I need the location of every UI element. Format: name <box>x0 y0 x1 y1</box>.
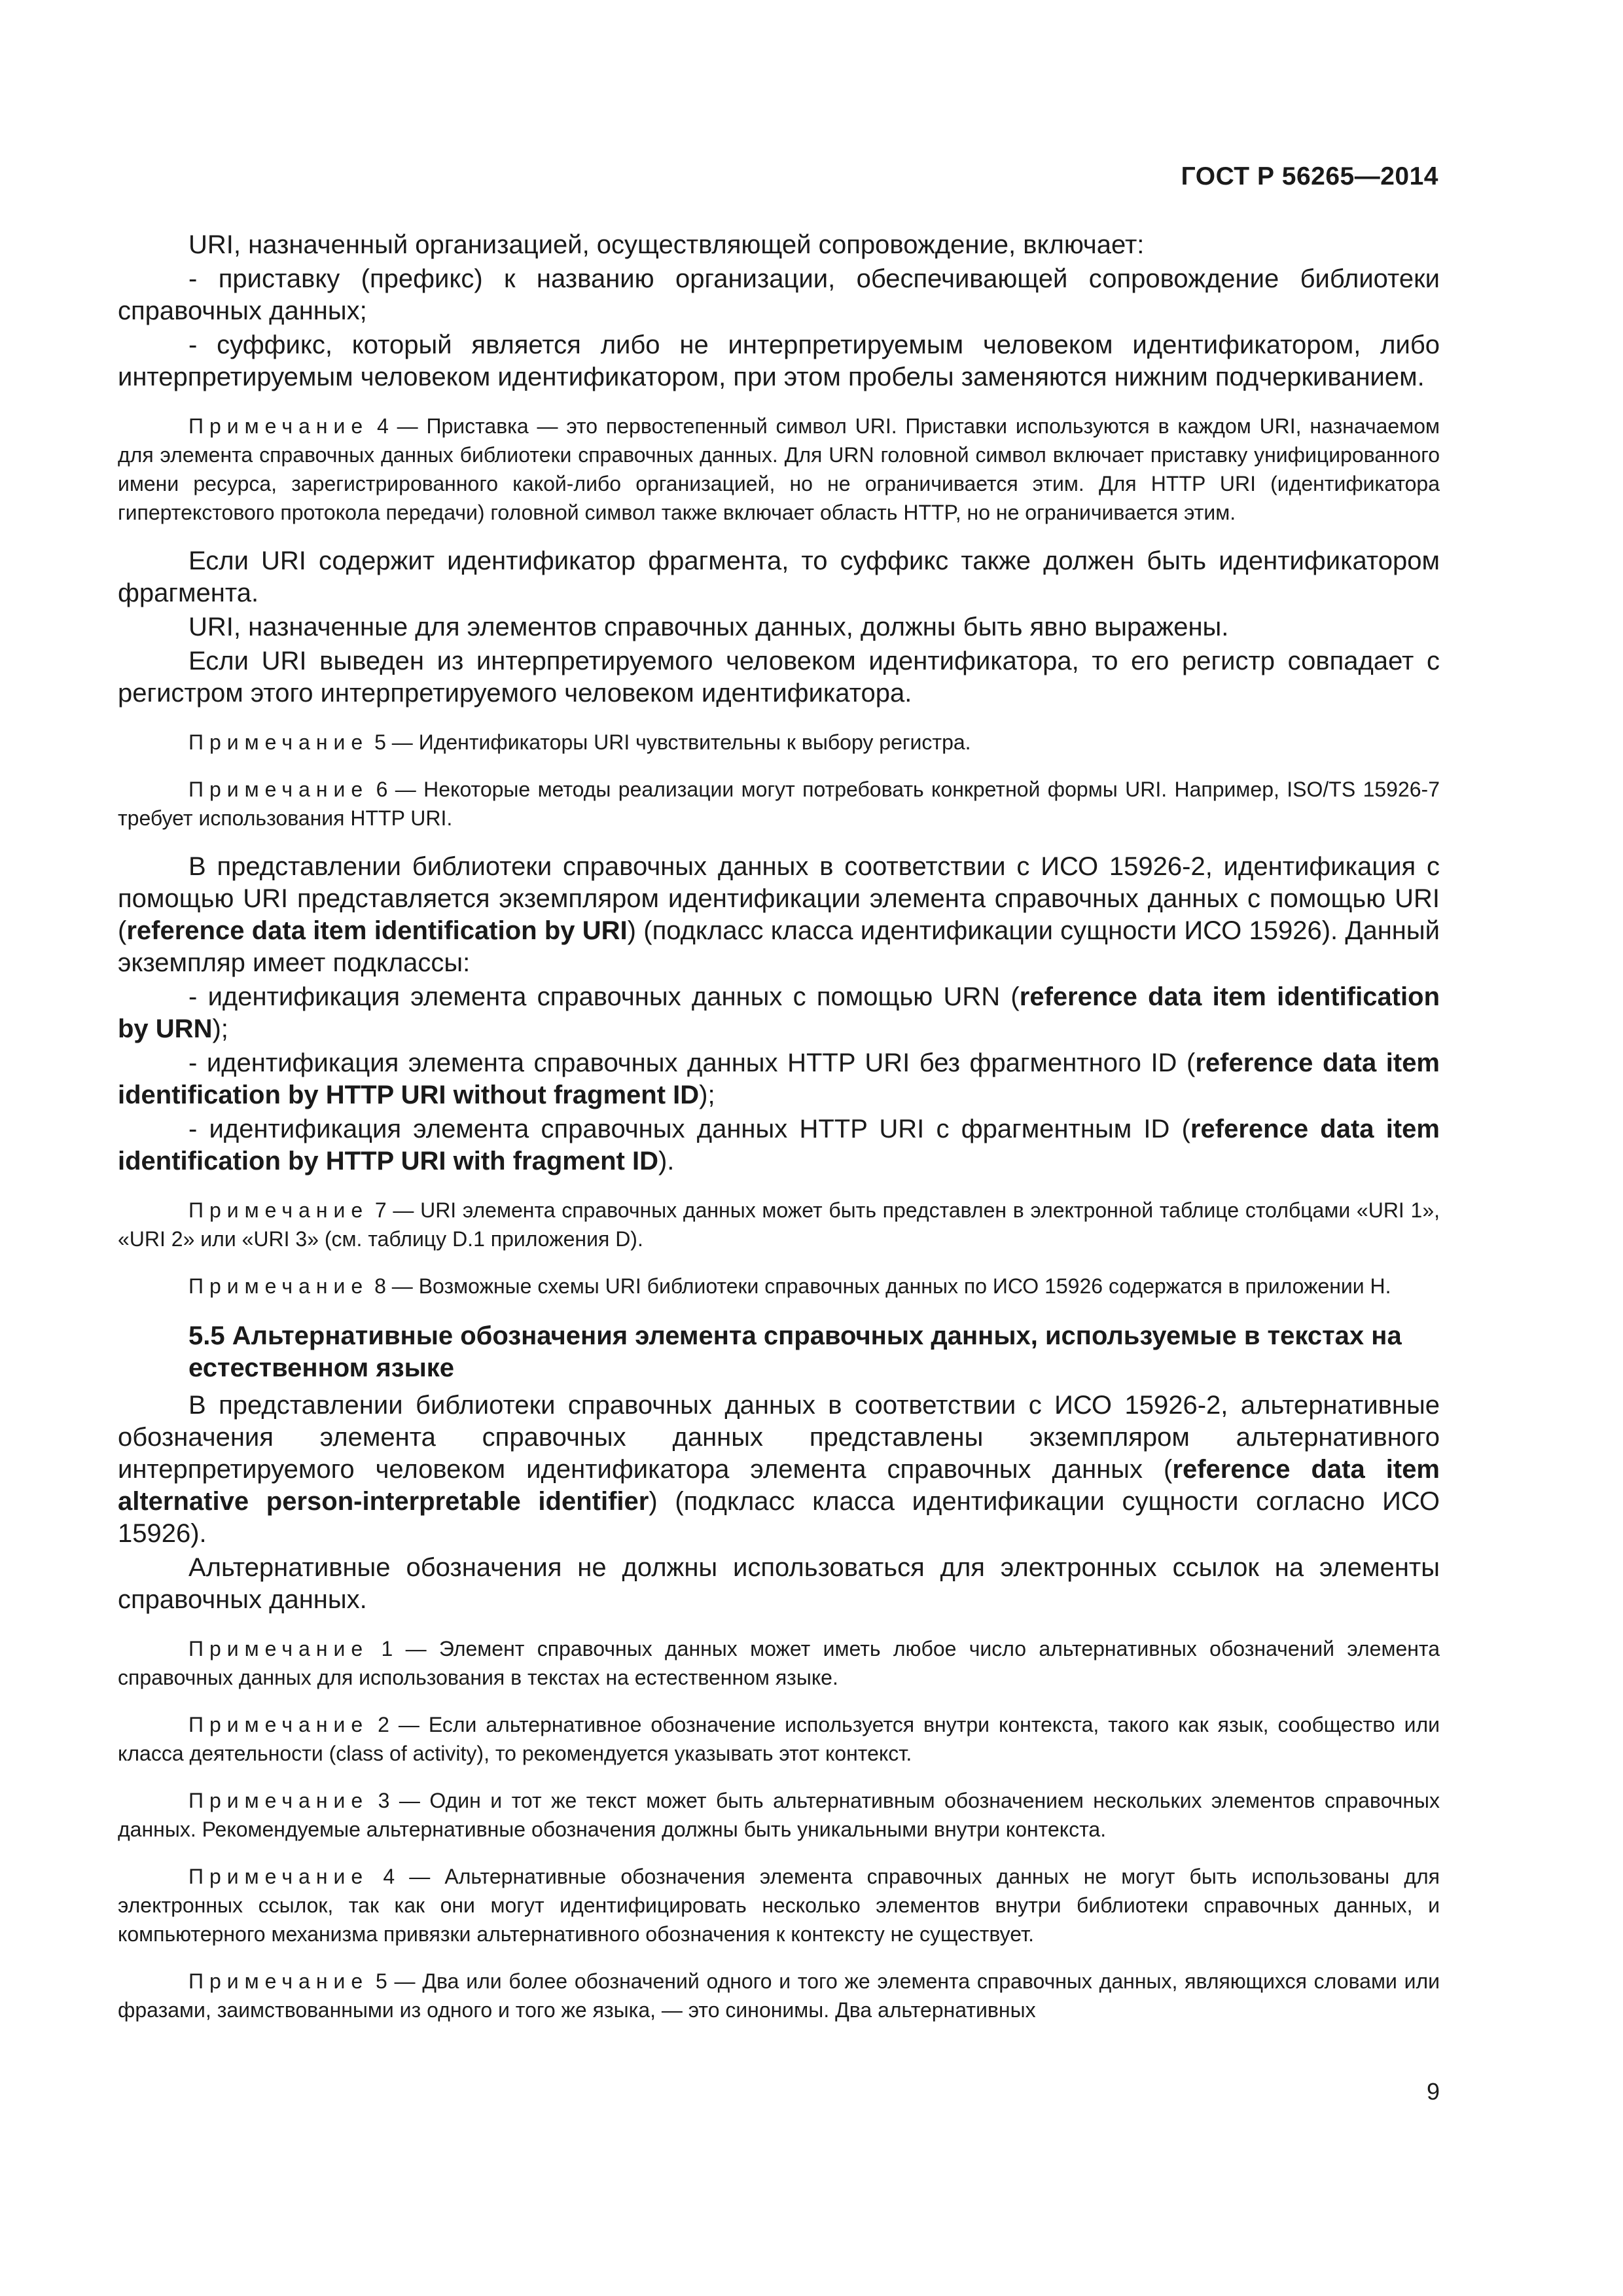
section-heading: 5.5 Альтернативные обозначения элемента справочных данных, используемые в текстах на естественном языке <box>188 1321 1402 1382</box>
list-item: - приставку (префикс) к названию организации, обеспечивающей сопровождение библиотеки справочных данных; <box>118 264 1440 325</box>
text-run: ) (подкласс класса идентификации сущности согласно ИСО 15926). <box>118 1487 1440 1548</box>
note <box>118 1967 1440 2024</box>
note-label: Примечание <box>188 1865 369 1888</box>
text-run: ). <box>658 1147 675 1175</box>
note-label: Примечание <box>188 1274 369 1298</box>
note-text: 8 — Возможные схемы URI библиотеки справочных данных по ИСО 15926 содержатся в приложении H. <box>368 1274 1391 1298</box>
note-text: 1 — Элемент справочных данных может иметь любое число альтернативных обозначений элемента справочных данных для использования в текстах на естественном языке. <box>118 1637 1440 1689</box>
bold-term: reference data item identification by URI <box>126 916 628 945</box>
paragraph <box>118 1390 1440 1550</box>
bold-term: reference data item identification by URN <box>118 982 1440 1043</box>
page-body <box>118 229 1440 2043</box>
note <box>118 775 1440 833</box>
paragraph: URI, назначенный организацией, осуществляющей сопровождение, включает: <box>188 230 1145 259</box>
note-label: Примечание <box>188 1789 369 1812</box>
note-text: 2 — Если альтернативное обозначение используется внутри контекста, такого как язык, сообщество или класса деятельности (class of activity), то рекомендуется указывать этот контекст. <box>118 1713 1440 1765</box>
note-text: 6 — Некоторые методы реализации могут потребовать конкретной формы URI. Например, ISO/TS 15926-7 требует использования HTTP URI. <box>118 778 1440 830</box>
list-item: - суффикс, который является либо не интерпретируемым человеком идентификатором, либо интерпретируемым человеком идентификатором, при этом пробелы заменяются нижним подчеркиванием. <box>118 331 1440 391</box>
paragraph <box>118 851 1440 979</box>
list-item <box>118 1047 1440 1111</box>
note-text: 3 — Один и тот же текст может быть альтернативным обозначением нескольких элементов справочных данных. Рекомендуемые альтернативные обозначения должны быть уникальными внутри контекста. <box>118 1789 1440 1841</box>
bold-term: reference data item alternative person-interpretable identifier <box>118 1455 1440 1516</box>
list-item <box>118 1113 1440 1177</box>
text-run: ) (подкласс класса идентификации сущности ИСО 15926). Данный экземпляр имеет подклассы: <box>118 916 1440 977</box>
document-id-header: ГОСТ Р 56265—2014 <box>1181 162 1438 190</box>
bold-term: reference data item identification by HTTP URI without fragment ID <box>118 1049 1440 1109</box>
text-run: - идентификация элемента справочных данных с помощью URN ( <box>188 982 1020 1011</box>
note <box>118 1272 1440 1300</box>
bold-term: reference data item identification by HTTP URI with fragment ID <box>118 1115 1440 1175</box>
list-item <box>118 981 1440 1045</box>
note-label: Примечание <box>188 414 369 438</box>
note-label: Примечание <box>188 1713 369 1736</box>
note <box>118 412 1440 527</box>
text-run: ); <box>212 1014 228 1043</box>
note <box>118 1196 1440 1253</box>
note-text: 7 — URI элемента справочных данных может быть представлен в электронной таблице столбцами «URI 1», «URI 2» или «URI 3» (см. таблицу D.1 приложения D). <box>118 1198 1440 1251</box>
text-run: В представлении библиотеки справочных данных в соответствии с ИСО 15926-2, альтернативные обозначения элемента справочных данных представлены экземпляром альтернативного интерпретируемого человеком идентификатора элемента справочных данных ( <box>118 1391 1440 1484</box>
note <box>118 1634 1440 1692</box>
paragraph: Альтернативные обозначения не должны использоваться для электронных ссылок на элементы справочных данных. <box>118 1553 1440 1614</box>
note <box>118 1862 1440 1948</box>
note <box>118 1710 1440 1768</box>
paragraph: Если URI выведен из интерпретируемого человеком идентификатора, то его регистр совпадает с регистром этого интерпретируемого человеком идентификатора. <box>118 647 1440 708</box>
text-run: В представлении библиотеки справочных данных в соответствии с ИСО 15926-2, идентификация с помощью URI представляется экземпляром идентификации элемента справочных данных с помощью URI ( <box>118 852 1440 945</box>
text-run: - идентификация элемента справочных данных HTTP URI без фрагментного ID ( <box>188 1049 1196 1077</box>
note-text: 5 — Идентификаторы URI чувствительны к выбору регистра. <box>368 730 971 754</box>
note-text: 5 — Два или более обозначений одного и того же элемента справочных данных, являющихся словами или фразами, заимствованными из одного и того же языка, — это синонимы. Два альтернативных <box>118 1969 1440 2022</box>
note-text: 4 — Приставка — это первостепенный символ URI. Приставки используются в каждом URI, назначаемом для элемента справочных данных библиотеки справочных данных. Для URN головной символ включает приставку унифицированного имени ресурса, зарегистрированного какой-либо организацией, но не ограничивается этим. Для HTTP URI (идентификатора гипертекстового протокола передачи) головной символ также включает область HTTP, но не ограничивается этим. <box>118 414 1440 524</box>
note <box>118 1786 1440 1844</box>
text-run: - идентификация элемента справочных данных HTTP URI с фрагментным ID ( <box>188 1115 1190 1143</box>
note-label: Примечание <box>188 1969 369 1993</box>
text-run: ); <box>699 1081 715 1109</box>
note <box>118 728 1440 757</box>
paragraph: URI, назначенные для элементов справочных данных, должны быть явно выражены. <box>188 613 1229 641</box>
page-number: 9 <box>1426 2078 1440 2105</box>
note-label: Примечание <box>188 1637 369 1660</box>
note-label: Примечание <box>188 778 369 801</box>
paragraph: Если URI содержит идентификатор фрагмента, то суффикс также должен быть идентификатором фрагмента. <box>118 547 1440 607</box>
note-label: Примечание <box>188 730 369 754</box>
note-text: 4 — Альтернативные обозначения элемента справочных данных не могут быть использованы для электронных ссылок, так как они могут идентифицировать несколько элементов внутри библиотеки справочных данных, и компьютерного механизма привязки альтернативного обозначения к контексту не существует. <box>118 1865 1440 1946</box>
note-label: Примечание <box>188 1198 369 1222</box>
